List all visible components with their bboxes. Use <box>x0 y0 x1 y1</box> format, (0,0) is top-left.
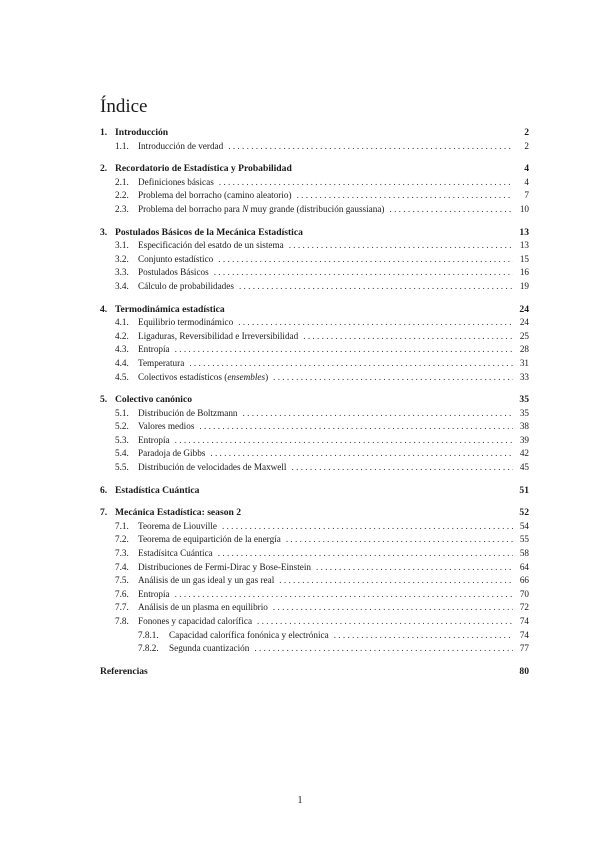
toc-entry-number: 3.1. <box>115 240 129 251</box>
dot-leader <box>254 642 513 656</box>
toc-entry-page: 74 <box>519 616 529 626</box>
toc-entry-page: 19 <box>519 280 529 291</box>
toc-entry-title: Entropía <box>138 588 170 599</box>
toc-entry-page: 7 <box>524 190 529 201</box>
toc-section-entry[interactable] <box>100 357 529 371</box>
toc-entry-number: 7.5. <box>115 575 129 586</box>
dot-leader <box>303 330 513 344</box>
toc-entry-number: 3.4. <box>115 280 129 291</box>
dot-leader <box>228 140 513 154</box>
toc-entry-title: Entropía <box>138 434 170 445</box>
toc-entry-title: Cálculo de probabilidades <box>138 280 234 291</box>
toc-entry-page: 4 <box>524 176 529 187</box>
toc-entry-number: 2.3. <box>115 203 129 214</box>
toc-entry-title: Distribución de Boltzmann <box>138 407 238 418</box>
dot-leader <box>297 189 513 203</box>
toc-section-entry[interactable] <box>100 176 529 190</box>
toc-entry-page: 10 <box>519 203 529 214</box>
toc-entry-title: Estadística Cuántica <box>115 484 200 496</box>
toc-entry-page: 13 <box>519 240 529 251</box>
toc-section-entry[interactable] <box>100 316 529 330</box>
toc-chapter <box>100 484 529 498</box>
toc-entry-page: 24 <box>519 317 529 328</box>
toc-section-entry[interactable] <box>100 420 529 434</box>
toc-chapter <box>100 226 529 294</box>
toc-entry-title: Colectivos estadísticos (ensembles) <box>138 371 269 382</box>
toc-entry-page: 39 <box>519 434 529 445</box>
toc-entry-page: 51 <box>519 484 529 496</box>
dot-leader <box>175 343 513 357</box>
toc-chapter-entry[interactable] <box>100 162 529 176</box>
toc-entry-number: 7.8.1. <box>138 629 159 640</box>
toc-entry-number: 5.3. <box>115 434 129 445</box>
toc-entry-title: Referencias <box>100 665 148 677</box>
toc-entry-title: Postulados Básicos <box>138 267 209 278</box>
toc-section-entry[interactable] <box>100 343 529 357</box>
toc-entry-page: 28 <box>519 344 529 355</box>
toc-entry-number: 3.3. <box>115 267 129 278</box>
toc-chapter-entry[interactable] <box>100 484 529 498</box>
toc-entry-page: 66 <box>519 575 529 586</box>
toc-entry-page: 55 <box>519 534 529 545</box>
toc-entry-page: 13 <box>519 226 529 238</box>
page-number: 1 <box>297 795 303 806</box>
toc-subsection-entry[interactable] <box>100 642 529 656</box>
toc-section-entry[interactable] <box>100 561 529 575</box>
toc-entry-title: Equilibrio termodinámico <box>138 317 234 328</box>
toc-entry-title: Valores medios <box>138 421 195 432</box>
toc-entry-title: Termodinámica estadística <box>115 303 225 315</box>
toc-entry-number: 6. <box>100 484 108 496</box>
dot-leader <box>243 407 513 421</box>
toc-entry-title: Introducción <box>115 127 169 138</box>
toc-entry-title: Segunda cuantización <box>169 643 250 654</box>
toc-entry-title: Paradoja de Gibbs <box>138 448 206 459</box>
dot-leader <box>273 371 513 385</box>
toc-entry-title: Teorema de Liouville <box>138 520 217 531</box>
toc-entry-title: Análisis de un plasma en equilibrio <box>138 602 268 613</box>
toc-section-entry[interactable] <box>100 615 529 629</box>
toc-entry-page: 24 <box>519 303 529 315</box>
toc-entry-page: 72 <box>519 602 529 613</box>
toc-entry-title: Introducción de verdad <box>138 140 224 151</box>
toc-entry-title: Capacidad calorífica fonónica y electrónica <box>169 629 329 640</box>
toc-section-entry[interactable] <box>100 371 529 385</box>
toc-references-entry[interactable] <box>100 665 529 679</box>
toc-entry-number: 7.4. <box>115 561 129 572</box>
toc-entry-page: 15 <box>519 253 529 264</box>
toc-section-entry[interactable] <box>100 434 529 448</box>
toc-entry-number: 2. <box>100 163 108 175</box>
dot-leader <box>292 461 514 475</box>
toc-section-entry[interactable] <box>100 253 529 267</box>
toc-entry-number: 7.6. <box>115 588 129 599</box>
toc-entry-title: Distribución de velocidades de Maxwell <box>138 462 287 473</box>
toc-entry-page: 74 <box>519 629 529 640</box>
dot-leader <box>238 316 513 330</box>
toc-entry-number: 7.7. <box>115 602 129 613</box>
toc-section-entry[interactable] <box>100 520 529 534</box>
toc-entry-number: 7.2. <box>115 534 129 545</box>
toc-section-entry[interactable] <box>100 574 529 588</box>
toc-chapter <box>100 126 529 153</box>
toc-section-entry[interactable] <box>100 601 529 615</box>
toc-section-entry[interactable] <box>100 140 529 154</box>
dot-leader <box>279 574 513 588</box>
toc-entry-number: 4. <box>100 303 108 315</box>
dot-leader <box>218 253 513 267</box>
toc-entry-number: 4.1. <box>115 317 129 328</box>
toc-section-entry[interactable] <box>100 588 529 602</box>
toc-chapter <box>100 506 529 656</box>
toc-chapter-entry[interactable] <box>100 393 529 407</box>
dot-leader <box>199 420 513 434</box>
toc-entry-title: Entropía <box>138 344 170 355</box>
toc-entry-page: 77 <box>519 643 529 654</box>
toc-section-entry[interactable] <box>100 189 529 203</box>
toc-entry-page: 42 <box>519 448 529 459</box>
toc-chapter <box>100 162 529 216</box>
toc-entry-number: 5.1. <box>115 407 129 418</box>
dot-leader <box>389 203 513 217</box>
dot-leader <box>175 588 513 602</box>
toc-entry-number: 5.5. <box>115 462 129 473</box>
toc-entry-number: 7.8. <box>115 616 129 626</box>
toc-section-entry[interactable] <box>100 461 529 475</box>
toc-entry-title: Colectivo canónico <box>115 394 193 406</box>
toc-entry-page: 80 <box>519 665 529 677</box>
dot-leader <box>210 447 513 461</box>
toc-entry-title: Problema del borracho (camino aleatorio) <box>138 190 292 201</box>
toc-section-entry[interactable] <box>100 533 529 547</box>
toc-entry-title: Distribuciones de Fermi-Dirac y Bose-Einstein <box>138 561 311 572</box>
toc-section-entry[interactable] <box>100 239 529 253</box>
toc-entry-number: 4.5. <box>115 371 129 382</box>
toc-entry-page: 16 <box>519 267 529 278</box>
toc-entry-title: Postulados Básicos de la Mecánica Estadística <box>115 226 303 238</box>
toc-chapter-entry[interactable] <box>100 226 529 240</box>
toc-entry-number: 2.1. <box>115 176 129 187</box>
toc-entry-title: Temperatura <box>138 357 185 368</box>
dot-leader <box>334 629 513 643</box>
toc-entry-title: Problema del borracho para N muy grande (distribución gaussiana) <box>138 203 385 214</box>
toc-entry-page: 33 <box>519 371 529 382</box>
toc-entry-page: 4 <box>524 163 529 175</box>
toc-entry-title: Ligaduras, Reversibilidad e Irreversibilidad <box>138 330 299 341</box>
toc-section-entry[interactable] <box>100 203 529 217</box>
toc-section-entry[interactable] <box>100 407 529 421</box>
toc-entry-number: 7.3. <box>115 548 129 559</box>
toc-entry-title: Mecánica Estadística: season 2 <box>115 507 242 519</box>
toc-entry-number: 1. <box>100 127 108 138</box>
dot-leader <box>214 266 513 280</box>
dot-leader <box>239 280 513 294</box>
dot-leader <box>222 520 513 534</box>
toc-entry-page: 38 <box>519 421 529 432</box>
toc-entry-title: Estadísitca Cuántica <box>138 548 213 559</box>
toc-section-entry[interactable] <box>100 330 529 344</box>
dot-leader <box>219 176 513 190</box>
toc-entry-number: 5.2. <box>115 421 129 432</box>
toc-references <box>100 665 529 679</box>
toc-section-entry[interactable] <box>100 547 529 561</box>
toc-subsection-entry[interactable] <box>100 629 529 643</box>
table-of-contents <box>100 126 529 678</box>
toc-entry-page: 45 <box>519 462 529 473</box>
dot-leader <box>273 601 513 615</box>
toc-chapter-entry[interactable] <box>100 303 529 317</box>
toc-entry-page: 35 <box>519 407 529 418</box>
dot-leader <box>175 434 513 448</box>
toc-chapter <box>100 393 529 475</box>
dot-leader <box>257 615 513 629</box>
toc-entry-number: 4.2. <box>115 330 129 341</box>
toc-entry-page: 35 <box>519 394 529 406</box>
toc-entry-number: 4.4. <box>115 357 129 368</box>
toc-entry-page: 52 <box>519 507 529 519</box>
toc-entry-title: Teorema de equipartición de la energía <box>138 534 281 545</box>
toc-entry-page: 70 <box>519 588 529 599</box>
toc-chapter-entry[interactable] <box>100 126 529 140</box>
toc-entry-title: Análisis de un gas ideal y un gas real <box>138 575 275 586</box>
toc-section-entry[interactable] <box>100 447 529 461</box>
toc-entry-number: 5. <box>100 394 108 406</box>
dot-leader <box>286 533 513 547</box>
toc-entry-number: 3.2. <box>115 253 129 264</box>
toc-section-entry[interactable] <box>100 280 529 294</box>
toc-entry-title: Conjunto estadístico <box>138 253 214 264</box>
toc-chapter-entry[interactable] <box>100 506 529 520</box>
toc-entry-number: 1.1. <box>115 140 129 151</box>
toc-entry-number: 5.4. <box>115 448 129 459</box>
toc-entry-page: 54 <box>519 520 529 531</box>
toc-entry-number: 7. <box>100 507 108 519</box>
dot-leader <box>316 561 513 575</box>
toc-entry-number: 3. <box>100 226 108 238</box>
toc-chapter <box>100 303 529 385</box>
toc-entry-number: 4.3. <box>115 344 129 355</box>
dot-leader <box>289 239 513 253</box>
toc-entry-number: 7.1. <box>115 520 129 531</box>
toc-entry-page: 64 <box>519 561 529 572</box>
toc-entry-page: 31 <box>519 357 529 368</box>
toc-entry-number: 2.2. <box>115 190 129 201</box>
toc-entry-title: Especificación del esatdo de un sistema <box>138 240 284 251</box>
toc-entry-page: 58 <box>519 548 529 559</box>
toc-entry-page: 2 <box>524 127 529 138</box>
toc-entry-title: Definiciones básicas <box>138 176 214 187</box>
toc-entry-title: Fonones y capacidad calorífica <box>138 616 253 626</box>
dot-leader <box>189 357 513 371</box>
dot-leader <box>218 547 513 561</box>
toc-entry-page: 25 <box>519 330 529 341</box>
toc-section-entry[interactable] <box>100 266 529 280</box>
page-title: Índice <box>100 96 148 117</box>
toc-entry-title: Recordatorio de Estadística y Probabilidad <box>115 163 292 175</box>
toc-entry-number: 7.8.2. <box>138 643 159 654</box>
toc-entry-page: 2 <box>524 140 529 151</box>
